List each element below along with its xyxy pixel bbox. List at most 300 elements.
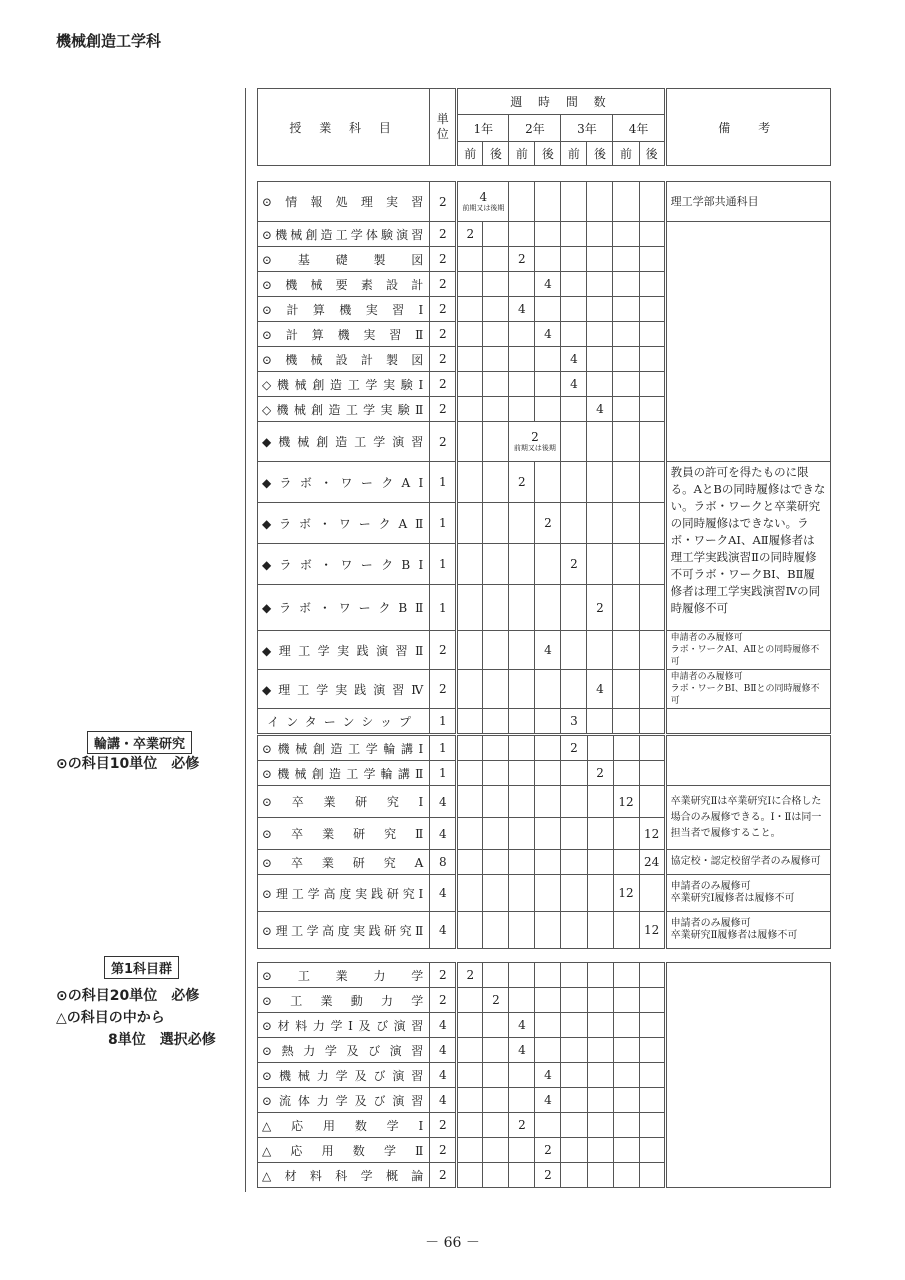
hours-cell: [561, 988, 587, 1013]
hours-cell: [457, 322, 483, 347]
hours-cell: [613, 182, 639, 222]
hours-cell: [639, 372, 665, 397]
remark-line: 申請者のみ履修可: [670, 633, 743, 643]
hours-cell: [509, 222, 535, 247]
hours-cell: [535, 818, 561, 850]
hours-cell: [457, 1063, 483, 1088]
hours-cell: [587, 297, 613, 322]
hours-cell: [613, 1038, 639, 1063]
header-remarks: 備 考: [665, 89, 830, 166]
hours-note: 前期又は後期: [462, 204, 505, 212]
hours-cell: [561, 1038, 587, 1063]
section-desc-group1-line3: 8単位 選択必修: [108, 1032, 216, 1048]
header-term: 前: [561, 142, 587, 166]
hours-cell: [509, 422, 561, 462]
hours-cell: [561, 503, 587, 544]
table-row: [258, 736, 831, 761]
hours-cell: [613, 1138, 639, 1163]
hours-cell: [561, 912, 587, 949]
subject-credits: 1: [430, 585, 457, 631]
hours-cell: [483, 670, 509, 709]
hours-cell: [483, 818, 509, 850]
hours-cell: [535, 736, 561, 761]
table-row: [258, 709, 831, 734]
hours-cell: [535, 912, 561, 949]
subject-credits: 2: [430, 1163, 457, 1188]
hours-cell: [457, 347, 483, 372]
remark-info: 理工学部共通科目: [665, 182, 830, 222]
hours-cell: [561, 963, 587, 988]
subject-credits: 2: [430, 1138, 457, 1163]
hours-cell: [587, 912, 613, 949]
hours-cell: [483, 422, 509, 462]
hours-cell: [483, 1113, 509, 1138]
hours-cell: [639, 786, 665, 818]
subject-name: ⊙卒業研究Ⅱ: [258, 818, 430, 850]
hours-cell: 12: [613, 786, 639, 818]
hours-value: 2: [531, 430, 539, 444]
hours-cell: [483, 761, 509, 786]
subject-credits: 1: [430, 736, 457, 761]
subject-name: ⊙工業力学: [258, 963, 430, 988]
table-row: [258, 222, 831, 247]
hours-cell: 2: [509, 462, 535, 503]
hours-cell: [509, 585, 535, 631]
hours-cell: [639, 347, 665, 372]
hours-cell: 4: [509, 1038, 535, 1063]
subject-name: ⊙計算機実習Ⅰ: [258, 297, 430, 322]
hours-cell: [509, 503, 535, 544]
header-credits: 単位: [430, 89, 457, 166]
hours-cell: [587, 247, 613, 272]
hours-cell: [561, 1138, 587, 1163]
table-row: [258, 670, 831, 709]
hours-cell: [587, 1113, 613, 1138]
hours-cell: [587, 631, 613, 670]
hours-cell: [509, 761, 535, 786]
hours-cell: [613, 347, 639, 372]
hours-note: 前期又は後期: [513, 444, 556, 452]
hours-cell: [483, 1138, 509, 1163]
remark-line: 卒業研究Ⅱ履修者は履修不可: [670, 930, 798, 941]
hours-cell: [613, 709, 639, 734]
hours-cell: [457, 875, 483, 912]
header-term: 後: [535, 142, 561, 166]
hours-cell: [561, 1113, 587, 1138]
hours-cell: [483, 1013, 509, 1038]
remark-kodo-2: [665, 912, 830, 949]
header-weekly-hours: 週 時 間 数: [457, 89, 665, 115]
hours-cell: [561, 297, 587, 322]
remark-sotsugyo-a: 協定校・認定校留学者のみ履修可: [665, 850, 830, 875]
hours-cell: [639, 1138, 665, 1163]
hours-cell: [535, 963, 561, 988]
subject-credits: 2: [430, 397, 457, 422]
page-number: － 66 －: [425, 1235, 480, 1251]
hours-cell: [613, 544, 639, 585]
hours-cell: [613, 247, 639, 272]
subject-credits: 2: [430, 247, 457, 272]
remark-labwork: 教員の許可を得たものに限る。AとBの同時履修はできない。ラボ・ワークと卒業研究の同時履修はできない。ラボ・ワークAⅠ、AⅡ履修者は理工学実践演習Ⅱの同時履修不可ラボ・ワークBⅠ、BⅡ履修者は理工学実践演習Ⅳの同時履修不可: [665, 462, 830, 631]
subject-name: △材料科学概論: [258, 1163, 430, 1188]
hours-cell: [509, 786, 535, 818]
hours-cell: [457, 1163, 483, 1188]
hours-cell: [535, 786, 561, 818]
hours-cell: [639, 297, 665, 322]
subject-credits: 4: [430, 912, 457, 949]
remark-line: 申請者のみ履修可: [670, 918, 751, 929]
subject-name: ⊙計算機実習Ⅱ: [258, 322, 430, 347]
hours-cell: [613, 322, 639, 347]
table-row: [258, 631, 831, 670]
hours-cell: [509, 875, 535, 912]
hours-cell: 4: [509, 1013, 535, 1038]
hours-cell: [457, 1113, 483, 1138]
hours-cell: [509, 272, 535, 297]
hours-cell: 2: [561, 736, 587, 761]
table-row: [258, 182, 831, 222]
hours-cell: [587, 322, 613, 347]
hours-cell: [483, 1163, 509, 1188]
hours-cell: [457, 1088, 483, 1113]
table-row: [258, 462, 831, 503]
remark-sotsugyo: 卒業研究Ⅱは卒業研究Ⅰに合格した場合のみ履修できる。Ⅰ・Ⅱは同一担当者で履修すること。: [665, 786, 830, 850]
hours-cell: [509, 1088, 535, 1113]
hours-cell: [561, 818, 587, 850]
subject-name: ◆機械創造工学演習: [258, 422, 430, 462]
hours-cell: [509, 1063, 535, 1088]
subject-credits: 1: [430, 761, 457, 786]
hours-cell: 4: [535, 1088, 561, 1113]
hours-cell: [639, 736, 665, 761]
hours-cell: [639, 247, 665, 272]
subject-credits: 4: [430, 1063, 457, 1088]
hours-cell: [587, 1163, 613, 1188]
header-term: 前: [613, 142, 639, 166]
subject-credits: 1: [430, 462, 457, 503]
hours-cell: [639, 585, 665, 631]
hours-cell: [509, 988, 535, 1013]
hours-cell: [613, 988, 639, 1013]
hours-cell: [483, 272, 509, 297]
hours-cell: [613, 1063, 639, 1088]
subject-name: ⊙機械力学及び演習: [258, 1063, 430, 1088]
hours-cell: [639, 397, 665, 422]
hours-cell: [639, 322, 665, 347]
hours-cell: [509, 736, 535, 761]
hours-cell: [639, 709, 665, 734]
subject-credits: 4: [430, 1038, 457, 1063]
hours-cell: [457, 736, 483, 761]
hours-cell: [535, 709, 561, 734]
hours-cell: [613, 422, 639, 462]
hours-cell: [587, 544, 613, 585]
hours-cell: [561, 631, 587, 670]
subject-name: ⊙卒業研究Ⅰ: [258, 786, 430, 818]
hours-cell: [613, 1163, 639, 1188]
hours-cell: [587, 1038, 613, 1063]
subject-name: ⊙理工学高度実践研究Ⅱ: [258, 912, 430, 949]
subject-name: ⊙工業動力学: [258, 988, 430, 1013]
subject-credits: 4: [430, 1013, 457, 1038]
hours-cell: 2: [535, 503, 561, 544]
course-table-group1: [257, 962, 831, 1188]
hours-cell: [587, 963, 613, 988]
hours-cell: [561, 786, 587, 818]
hours-cell: [483, 297, 509, 322]
hours-cell: [613, 670, 639, 709]
subject-credits: 2: [430, 670, 457, 709]
hours-cell: [457, 182, 509, 222]
hours-cell: 2: [509, 1113, 535, 1138]
hours-cell: [509, 631, 535, 670]
hours-cell: [483, 222, 509, 247]
hours-cell: [613, 272, 639, 297]
hours-cell: [587, 1013, 613, 1038]
remark-jissen-4: [665, 670, 830, 709]
hours-value: 4: [479, 190, 488, 204]
hours-cell: [509, 1138, 535, 1163]
subject-name: インターンシップ: [258, 709, 430, 734]
section-desc-seminar: ⊙の科目10単位 必修: [56, 756, 200, 772]
hours-cell: [561, 850, 587, 875]
hours-cell: [639, 422, 665, 462]
hours-cell: [613, 818, 639, 850]
hours-cell: [509, 182, 535, 222]
hours-cell: [535, 182, 561, 222]
hours-cell: 4: [535, 272, 561, 297]
hours-cell: [457, 818, 483, 850]
hours-cell: [535, 1013, 561, 1038]
hours-cell: [561, 1163, 587, 1188]
hours-cell: [587, 222, 613, 247]
hours-cell: [535, 222, 561, 247]
subject-name: ⊙機械創造工学輪講Ⅰ: [258, 736, 430, 761]
hours-cell: [457, 761, 483, 786]
hours-cell: [561, 397, 587, 422]
hours-cell: 2: [457, 963, 483, 988]
hours-cell: [483, 585, 509, 631]
section-label-group1: 第1科目群: [104, 956, 179, 979]
hours-cell: [535, 670, 561, 709]
subject-credits: 2: [430, 963, 457, 988]
subject-name: ⊙機械創造工学輪講Ⅱ: [258, 761, 430, 786]
hours-cell: [587, 503, 613, 544]
hours-cell: 2: [483, 988, 509, 1013]
hours-cell: [509, 850, 535, 875]
subject-credits: 2: [430, 372, 457, 397]
hours-cell: 12: [639, 912, 665, 949]
section-label-seminar: 輪講・卒業研究: [87, 731, 192, 754]
divider-line: [245, 88, 246, 1192]
hours-cell: [587, 347, 613, 372]
header-term: 後: [587, 142, 613, 166]
hours-cell: [613, 585, 639, 631]
subject-credits: 1: [430, 544, 457, 585]
hours-cell: [509, 818, 535, 850]
page-title: 機械創造工学科: [56, 32, 162, 50]
hours-cell: 3: [561, 709, 587, 734]
hours-cell: [613, 912, 639, 949]
hours-cell: [587, 736, 613, 761]
hours-cell: [613, 397, 639, 422]
remark-empty: [665, 709, 830, 734]
hours-cell: [639, 222, 665, 247]
subject-name: ⊙機械設計製図: [258, 347, 430, 372]
remark-kodo-1: [665, 875, 830, 912]
subject-name: ◆理工学実践演習Ⅳ: [258, 670, 430, 709]
hours-cell: [587, 1138, 613, 1163]
hours-cell: [587, 988, 613, 1013]
subject-name: ⊙基礎製図: [258, 247, 430, 272]
hours-cell: [587, 818, 613, 850]
hours-cell: [457, 670, 483, 709]
remark-empty: [665, 963, 830, 1188]
hours-cell: 12: [639, 818, 665, 850]
section-desc-group1-line2: △の科目の中から: [56, 1010, 165, 1026]
hours-cell: [509, 912, 535, 949]
header-year-3: 3年: [561, 115, 613, 142]
hours-cell: [457, 988, 483, 1013]
header-term: 後: [483, 142, 509, 166]
hours-cell: [457, 1038, 483, 1063]
hours-cell: [613, 761, 639, 786]
hours-cell: [535, 1038, 561, 1063]
subject-credits: 2: [430, 272, 457, 297]
course-table-main: [257, 88, 831, 734]
header-year-2: 2年: [509, 115, 561, 142]
hours-cell: [639, 462, 665, 503]
hours-cell: [587, 372, 613, 397]
hours-cell: [639, 544, 665, 585]
table-row: [258, 963, 831, 988]
hours-cell: [561, 1013, 587, 1038]
hours-cell: [639, 1038, 665, 1063]
hours-cell: [535, 397, 561, 422]
hours-cell: [509, 709, 535, 734]
table-row: [258, 875, 831, 912]
hours-cell: [613, 297, 639, 322]
hours-cell: [457, 709, 483, 734]
hours-cell: [613, 1088, 639, 1113]
hours-cell: [509, 963, 535, 988]
hours-cell: [587, 709, 613, 734]
hours-cell: [561, 1088, 587, 1113]
hours-cell: [587, 422, 613, 462]
hours-cell: [457, 631, 483, 670]
hours-cell: [535, 1113, 561, 1138]
hours-cell: [509, 670, 535, 709]
hours-cell: [483, 372, 509, 397]
subject-name: ⊙情報処理実習: [258, 182, 430, 222]
subject-credits: 4: [430, 818, 457, 850]
hours-cell: [639, 272, 665, 297]
hours-cell: [457, 786, 483, 818]
hours-cell: [535, 850, 561, 875]
header-term: 前: [509, 142, 535, 166]
subject-credits: 2: [430, 347, 457, 372]
hours-cell: [457, 585, 483, 631]
hours-cell: [483, 850, 509, 875]
remark-empty: [665, 222, 830, 462]
hours-cell: [457, 297, 483, 322]
subject-credits: 4: [430, 1088, 457, 1113]
hours-cell: [483, 397, 509, 422]
hours-cell: 4: [587, 670, 613, 709]
hours-cell: 2: [587, 585, 613, 631]
hours-cell: 4: [535, 631, 561, 670]
subject-credits: 2: [430, 422, 457, 462]
hours-cell: [639, 963, 665, 988]
subject-credits: 1: [430, 503, 457, 544]
hours-cell: [483, 786, 509, 818]
hours-cell: [587, 786, 613, 818]
hours-cell: 2: [509, 247, 535, 272]
subject-credits: 2: [430, 222, 457, 247]
hours-cell: [587, 462, 613, 503]
hours-cell: [639, 503, 665, 544]
hours-cell: [483, 963, 509, 988]
hours-cell: [483, 736, 509, 761]
hours-cell: [509, 372, 535, 397]
hours-cell: [561, 761, 587, 786]
table-row: [258, 786, 831, 818]
hours-cell: [561, 585, 587, 631]
hours-cell: [561, 322, 587, 347]
hours-cell: [535, 372, 561, 397]
hours-cell: [613, 963, 639, 988]
hours-cell: [457, 422, 483, 462]
hours-cell: [483, 544, 509, 585]
hours-cell: [535, 988, 561, 1013]
hours-cell: [561, 422, 587, 462]
header-year-4: 4年: [613, 115, 665, 142]
remark-line: 卒業研究Ⅰ履修者は履修不可: [670, 893, 795, 904]
subject-name: ⊙材料力学Ⅰ及び演習: [258, 1013, 430, 1038]
subject-name: ⊙機械創造工学体験演習: [258, 222, 430, 247]
hours-cell: [535, 585, 561, 631]
subject-credits: 4: [430, 786, 457, 818]
hours-cell: 2: [561, 544, 587, 585]
hours-cell: 2: [535, 1163, 561, 1188]
subject-credits: 8: [430, 850, 457, 875]
hours-cell: [639, 1163, 665, 1188]
subject-name: ◆理工学実践演習Ⅱ: [258, 631, 430, 670]
hours-cell: [483, 912, 509, 949]
hours-cell: [535, 761, 561, 786]
hours-cell: [483, 875, 509, 912]
hours-cell: [535, 347, 561, 372]
subject-name: ◆ラボ・ワークAⅡ: [258, 503, 430, 544]
hours-cell: [509, 322, 535, 347]
hours-cell: [639, 761, 665, 786]
hours-cell: [613, 372, 639, 397]
hours-cell: [613, 222, 639, 247]
hours-cell: [613, 462, 639, 503]
hours-cell: [639, 670, 665, 709]
header-term: 後: [639, 142, 665, 166]
hours-cell: [535, 875, 561, 912]
section-desc-group1-line1: ⊙の科目20単位 必修: [56, 988, 200, 1004]
hours-cell: [639, 182, 665, 222]
hours-cell: [535, 462, 561, 503]
hours-cell: [457, 503, 483, 544]
hours-cell: 12: [613, 875, 639, 912]
subject-credits: 4: [430, 875, 457, 912]
hours-cell: [639, 988, 665, 1013]
hours-cell: [483, 322, 509, 347]
hours-cell: [483, 503, 509, 544]
